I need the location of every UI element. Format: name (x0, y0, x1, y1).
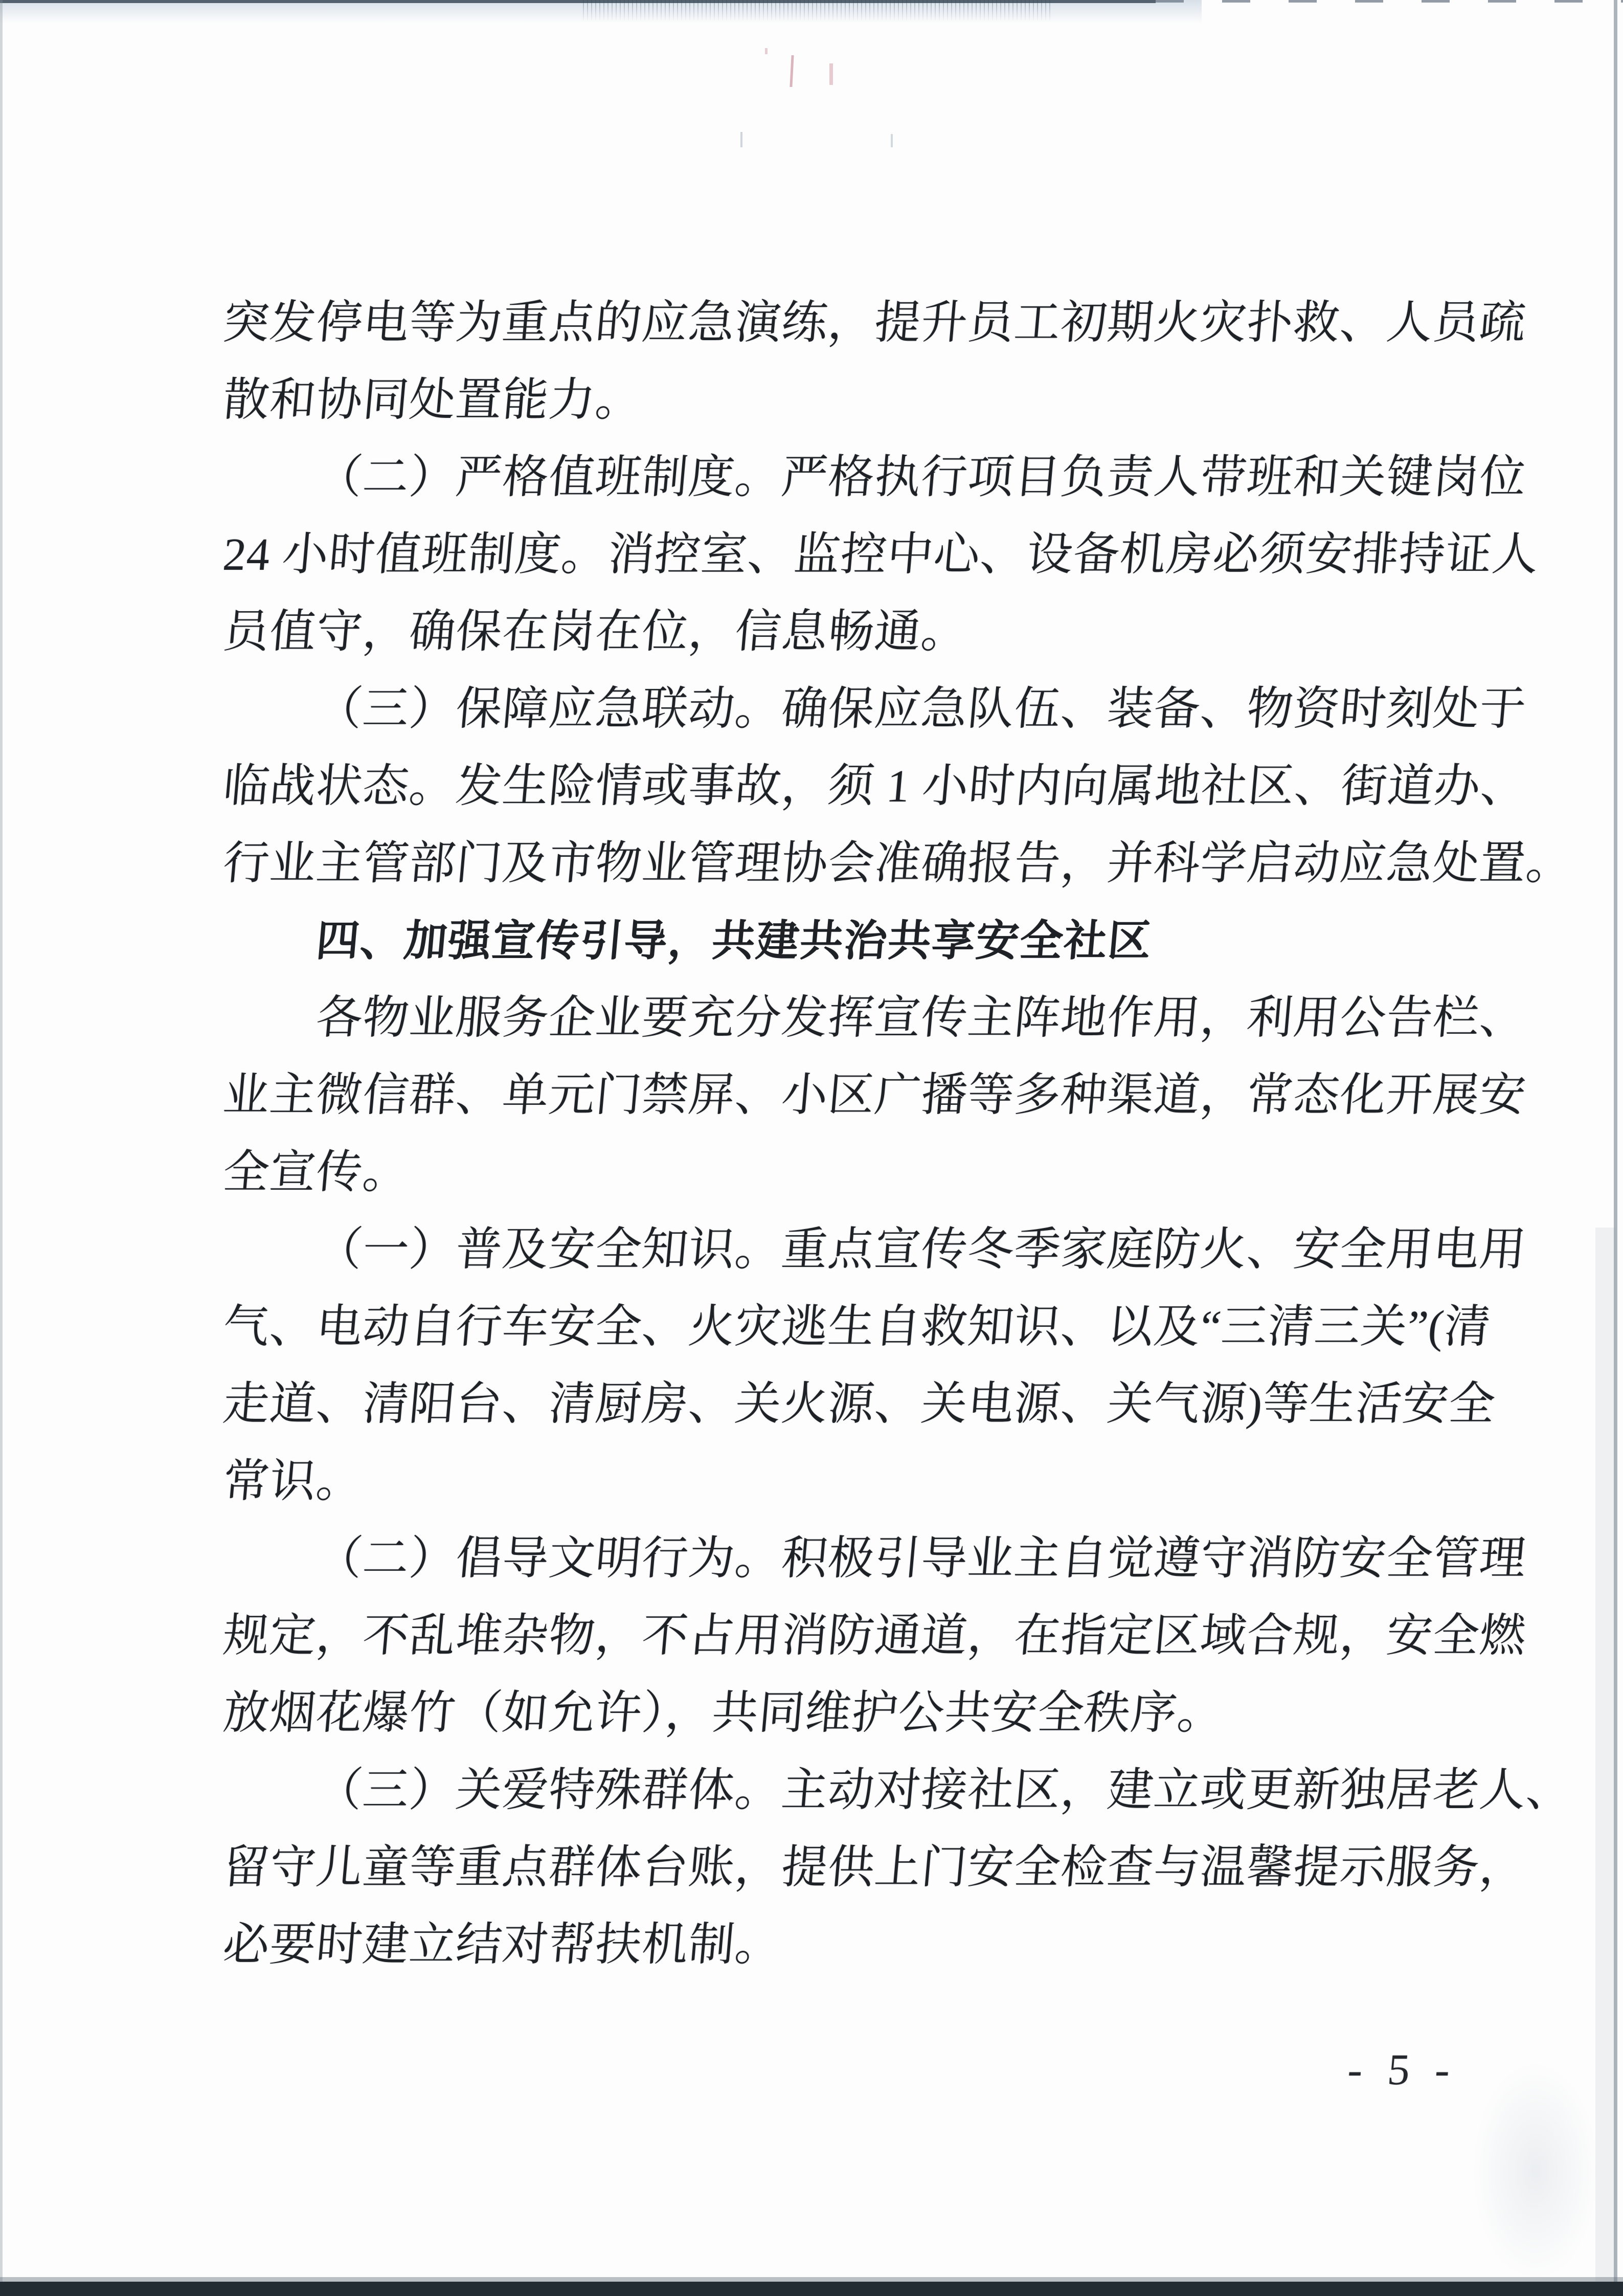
text-line: 常识。 (221, 1456, 365, 1507)
text-line: 业主微信群、单元门禁屏、小区广播等多种渠道，常态化开展安 (221, 1070, 1528, 1121)
scan-artifact-gray-tick (740, 132, 742, 147)
text-line: 放烟花爆竹（如允许），共同维护公共安全秩序。 (221, 1688, 1226, 1738)
document-body (220, 284, 1575, 1983)
text-line: 行业主管部门及市物业管理协会准确报告，并科学启动应急处置。 (221, 838, 1575, 889)
scan-artifact-top-edge-dashes (1156, 0, 1623, 3)
text-line: （二）严格值班制度。严格执行项目负责人带班和关键岗位 (314, 452, 1528, 503)
scan-artifact-right-band (1595, 1228, 1616, 2296)
scan-artifact-red-speck (829, 63, 833, 85)
scan-artifact-top-haze (0, 0, 1202, 24)
text-line: 规定，不乱堆杂物，不占用消防通道，在指定区域合规，安全燃 (221, 1611, 1528, 1661)
text-line: 气、电动自行车安全、火灾逃生自救知识、以及“三清三关”(清 (221, 1302, 1493, 1352)
section-heading: 四、加强宣传引导，共建共治共享安全社区 (314, 917, 1154, 965)
scan-artifact-gray-tick (891, 134, 893, 147)
text-line: 散和协同处置能力。 (221, 375, 644, 426)
scan-artifact-red-speck (790, 55, 794, 87)
text-line: （一）普及安全知识。重点宣传冬季家庭防火、安全用电用 (314, 1224, 1528, 1275)
scan-artifact-top-edge-line (0, 0, 1156, 3)
text-line: 各物业服务企业要充分发挥宣传主阵地作用，利用公告栏、 (314, 993, 1528, 1043)
scan-artifact-red-speck (765, 48, 768, 54)
scan-artifact-right-edge-line (1614, 0, 1617, 2296)
text-line: 全宣传。 (221, 1147, 412, 1198)
text-line: 临战状态。发生险情或事故，须 1 小时内向属地社区、街道办、 (221, 761, 1529, 812)
text-line: 员值守，确保在岗在位，信息畅通。 (221, 607, 970, 657)
text-line: 留守儿童等重点群体台账，提供上门安全检查与温馨提示服务， (221, 1842, 1528, 1893)
scan-artifact-bottom-edge (0, 2282, 1623, 2296)
page-number: - 5 - (1345, 2045, 1459, 2094)
text-line: （三）关爱特殊群体。主动对接社区，建立或更新独居老人、 (314, 1765, 1575, 1816)
scan-artifact-left-edge-line (0, 0, 3, 2296)
scan-artifact-top-streaks (583, 0, 1053, 21)
text-line: 走道、清阳台、清厨房、关火源、关电源、关气源)等生活安全 (221, 1379, 1498, 1430)
text-line: 突发停电等为重点的应急演练，提升员工初期火灾扑救、人员疏 (221, 298, 1528, 348)
text-line: （二）倡导文明行为。积极引导业主自觉遵守消防安全管理 (314, 1533, 1528, 1584)
scan-artifact-bottom-shadow (0, 2277, 1623, 2282)
text-line: （三）保障应急联动。确保应急队伍、装备、物资时刻处于 (314, 684, 1528, 734)
scan-artifact-blotch (1472, 2061, 1599, 2281)
text-line: 必要时建立结对帮扶机制。 (221, 1920, 784, 1970)
text-line: 24 小时值班制度。消控室、监控中心、设备机房必须安排持证人 (221, 529, 1541, 580)
